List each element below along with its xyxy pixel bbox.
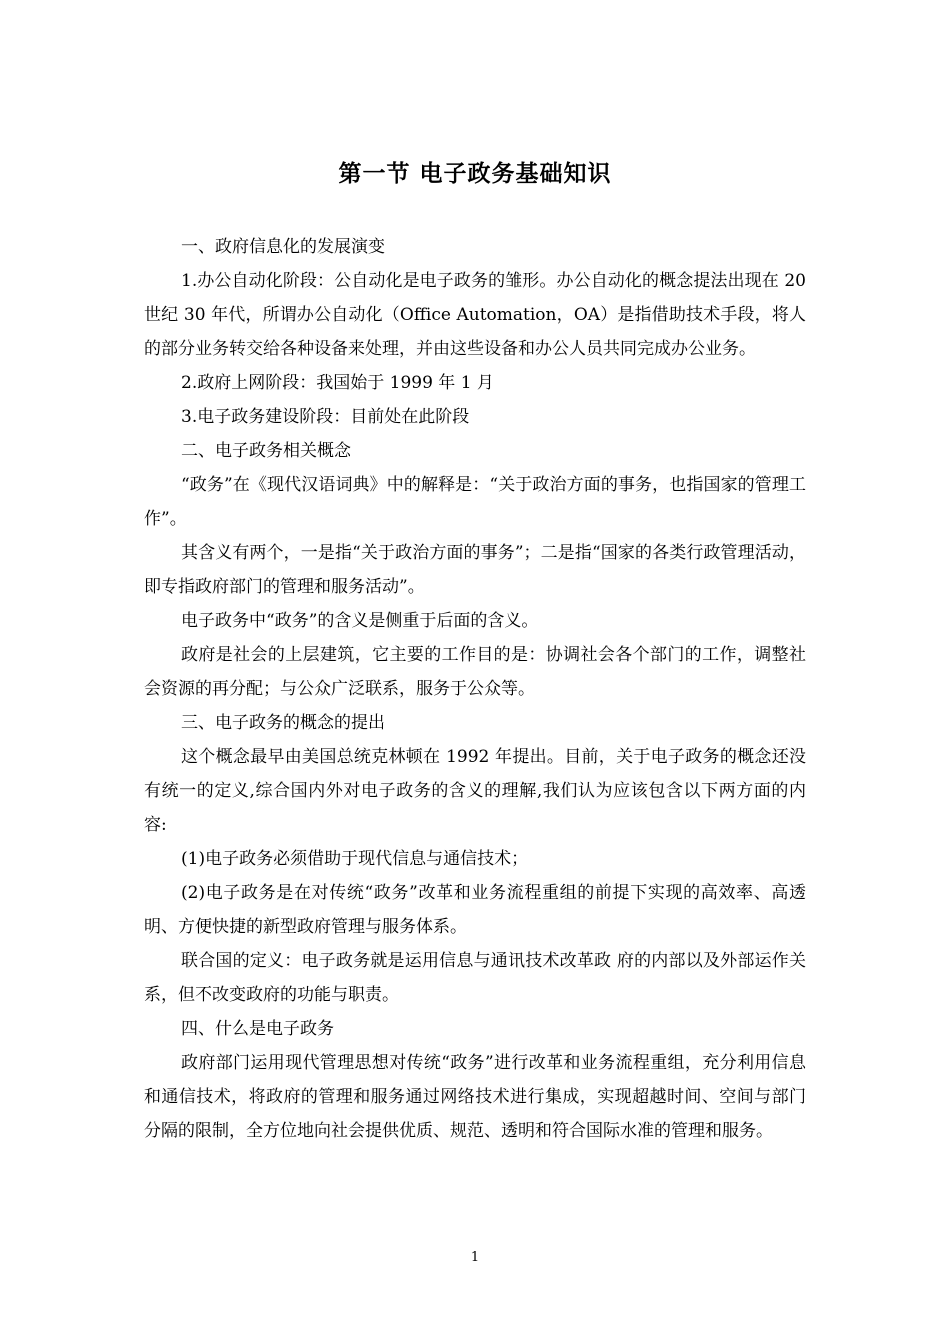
section-heading-4: 四、什么是电子政务	[181, 1019, 334, 1039]
list-item-2: (2)电子政务是在对传统“政务”改革和业务流程重组的前提下实现的高效率、高透明、方便快捷的新型政府管理与服务体系。	[144, 883, 806, 937]
paragraph-un-definition: 联合国的定义：电子政务就是运用信息与通讯技术改革政 府的内部以及外部运作关系，但不改变政府的功能与职责。	[144, 951, 806, 1005]
paragraph-two-meanings: 其含义有两个，一是指“关于政治方面的事务”；二是指“国家的各类行政管理活动，即专指政府部门的管理和服务活动”。	[144, 543, 806, 597]
page-number: 1	[470, 1250, 480, 1265]
section-heading-1: 一、政府信息化的发展演变	[181, 237, 385, 257]
section-heading-2: 二、电子政务相关概念	[181, 441, 351, 461]
paragraph-government-purpose: 政府是社会的上层建筑，它主要的工作目的是：协调社会各个部门的工作，调整社会资源的再分配；与公众广泛联系，服务于公众等。	[144, 645, 806, 699]
paragraph-egov-meaning: 电子政务中“政务”的含义是侧重于后面的含义。	[181, 611, 539, 631]
section-heading-3: 三、电子政务的概念的提出	[181, 713, 385, 733]
page-title: 第一节 电子政务基础知识	[338, 161, 612, 187]
paragraph-office-automation: 1.办公自动化阶段：公自动化是电子政务的雏形。办公自动化的概念提法出现在 20 世纪 30 年代，所谓办公自动化（Office Automation，OA）是指借助技术手段，将人的部分业务转交给各种设备来处理，并由这些设备和办公人员共同完成办公业务。	[144, 271, 806, 359]
list-item-1: (1)电子政务必须借助于现代信息与通信技术；	[181, 849, 529, 869]
paragraph-egov-construction: 3.电子政务建设阶段：目前处在此阶段	[181, 407, 470, 427]
paragraph-what-is-egov: 政府部门运用现代管理思想对传统“政务”进行改革和业务流程重组，充分利用信息和通信技术，将政府的管理和服务通过网络技术进行集成，实现超越时间、空间与部门分隔的限制，全方位地向社会提供优质、规范、透明和符合国际水准的管理和服务。	[144, 1053, 806, 1141]
paragraph-dictionary-definition: “政务”在《现代汉语词典》中的解释是：“关于政治方面的事务，也指国家的管理工作”。	[144, 475, 806, 529]
paragraph-government-online: 2.政府上网阶段：我国始于 1999 年 1 月	[181, 373, 494, 393]
paragraph-concept-origin: 这个概念最早由美国总统克林顿在 1992 年提出。目前，关于电子政务的概念还没有统一的定义,综合国内外对电子政务的含义的理解,我们认为应该包含以下两方面的内容:	[144, 747, 806, 835]
body-text	[144, 230, 806, 1148]
